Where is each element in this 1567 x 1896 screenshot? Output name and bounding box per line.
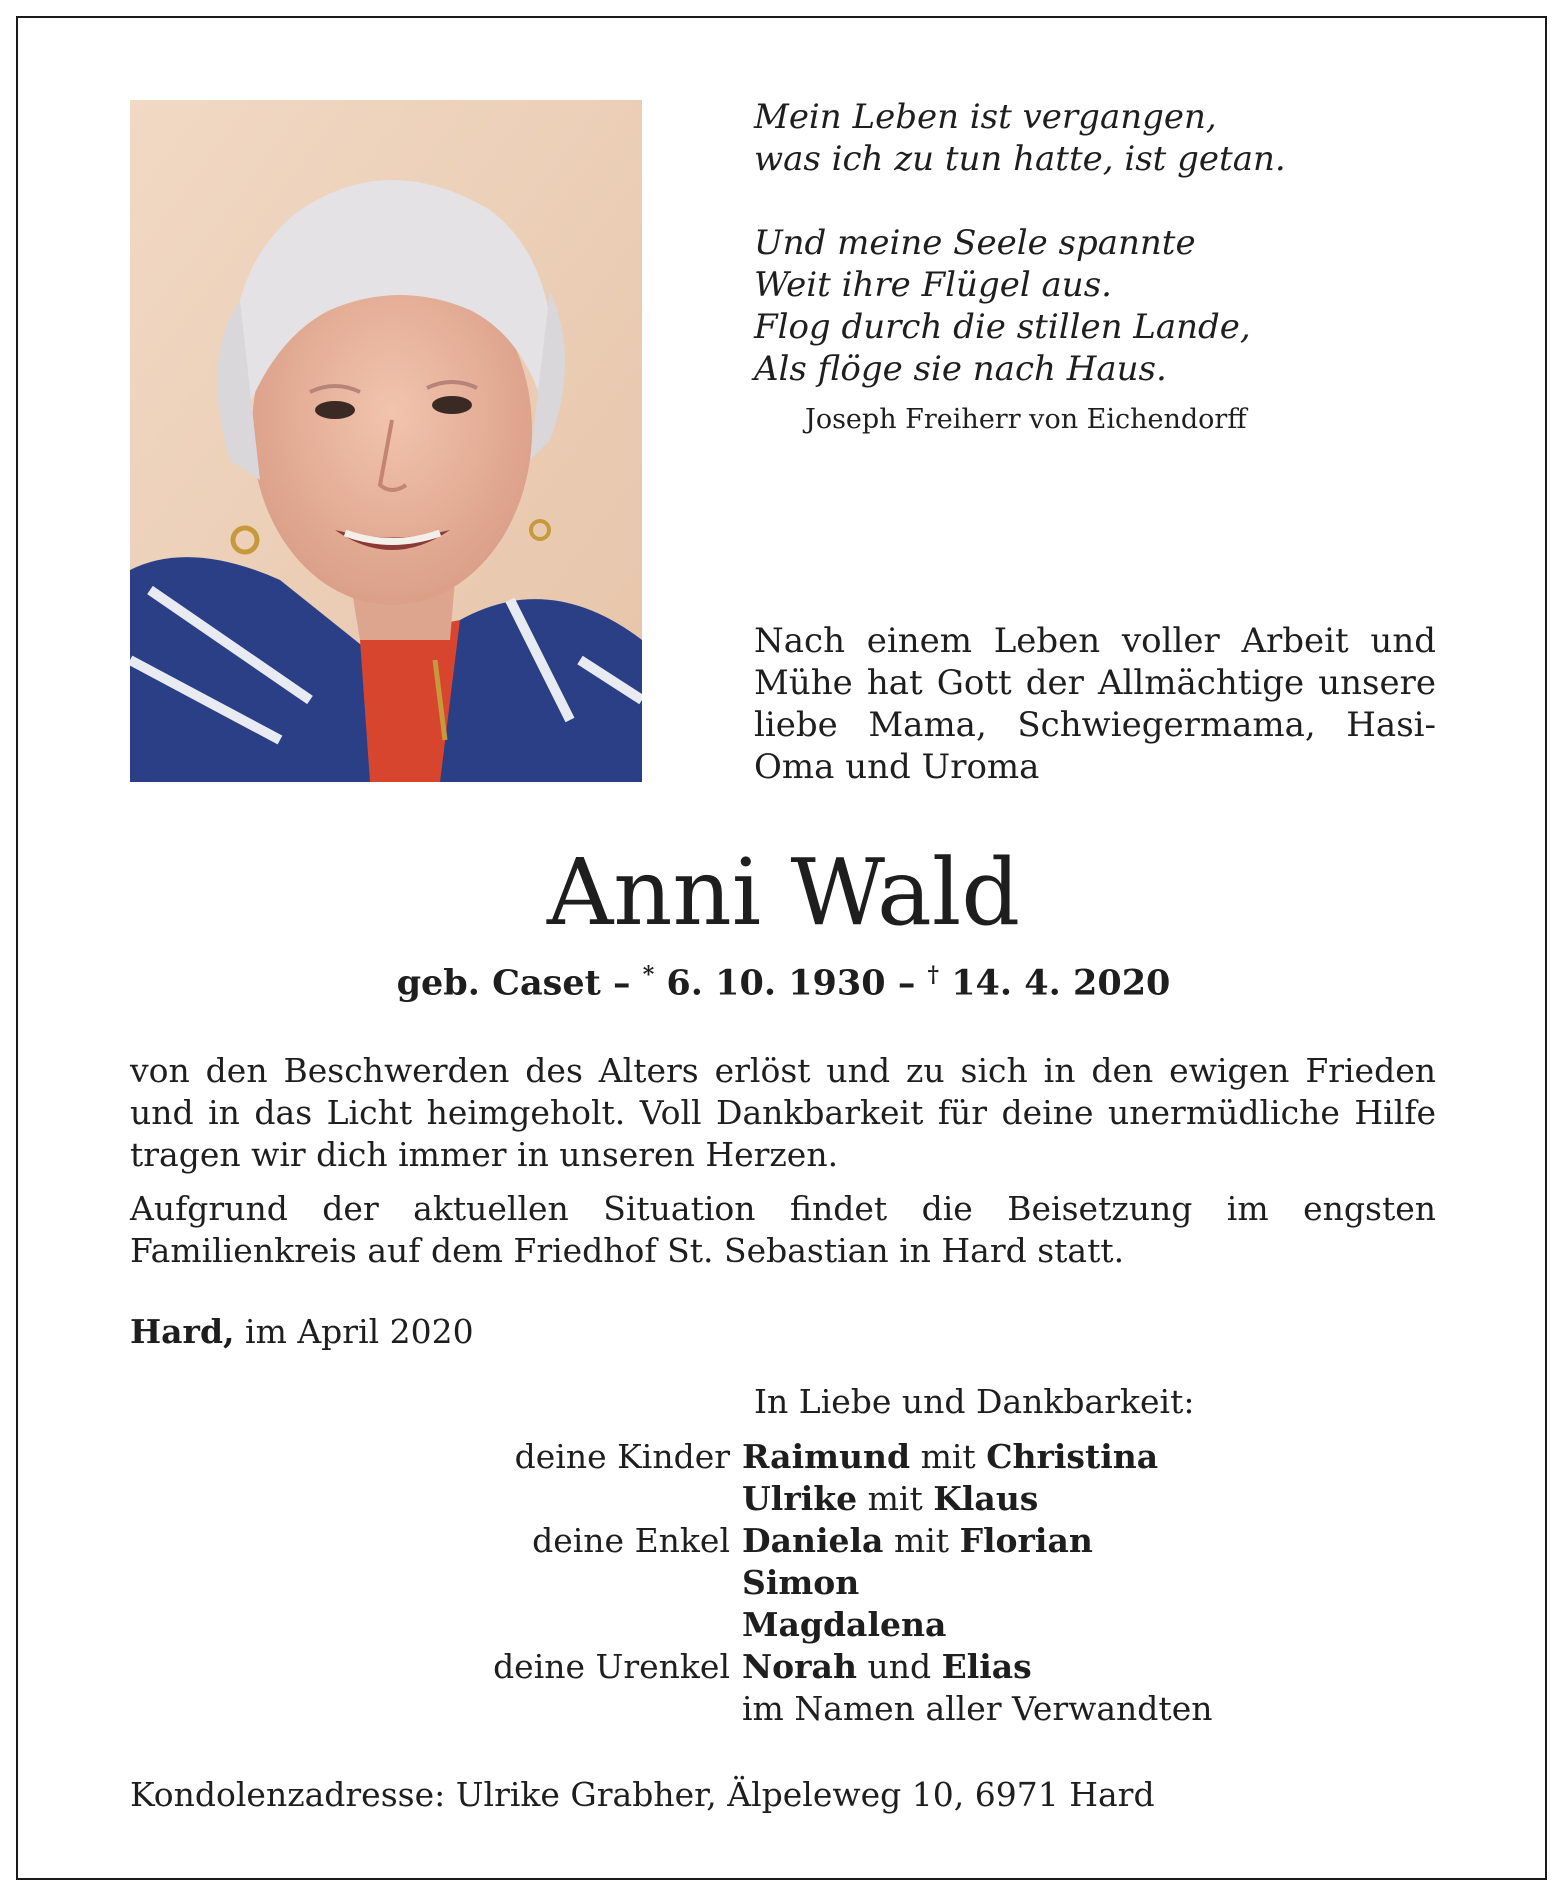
condolence-address: Kondolenzadresse: Ulrike Grabher, Älpeleweg 10, 6971 Hard: [130, 1775, 1155, 1814]
deceased-name: Anni Wald: [546, 839, 1021, 946]
family-list: [130, 1436, 1436, 1730]
poem-line: Und meine Seele spannte: [754, 223, 1196, 263]
list-item: [130, 1646, 1436, 1688]
relation-label: deine Kinder: [514, 1437, 730, 1476]
death-date: 14. 4. 2020: [951, 962, 1171, 1004]
place-month: im April 2020: [245, 1312, 474, 1351]
list-item: [130, 1436, 1436, 1478]
family-name: Magdalena: [742, 1605, 947, 1644]
family-name: Raimund: [742, 1437, 911, 1476]
poem-stanza-2: [754, 222, 1474, 390]
thanks-line: In Liebe und Dankbarkeit:: [754, 1382, 1195, 1421]
family-name: Norah: [742, 1647, 857, 1686]
poem-stanza-1: [754, 96, 1474, 180]
family-name: Elias: [941, 1647, 1032, 1686]
poem-line: was ich zu tun hatte, ist getan.: [754, 139, 1286, 179]
family-name: Simon: [742, 1563, 860, 1602]
poem-line: Flog durch die stillen Lande,: [754, 307, 1251, 347]
poem-line: Weit ihre Flügel aus.: [754, 265, 1112, 305]
closing-line: im Namen aller Verwandten: [742, 1689, 1213, 1728]
poem-author: Joseph Freiherr von Eichendorff: [805, 404, 1247, 435]
poem-line: Mein Leben ist vergangen,: [754, 97, 1217, 137]
life-dates: [0, 962, 1567, 1004]
relation-label: deine Urenkel: [493, 1647, 730, 1686]
connector: mit: [867, 1479, 923, 1518]
connector: und: [867, 1647, 932, 1686]
place-town: Hard,: [130, 1312, 235, 1351]
list-item: [130, 1604, 1436, 1646]
family-name: Christina: [986, 1437, 1159, 1476]
poem-line: Als flöge sie nach Haus.: [754, 349, 1167, 389]
intro-text: Nach einem Leben voller Arbeit und Mühe hat Gott der Allmächtige unsere liebe Mama, Schwiegermama, Hasi-Oma und Uroma: [754, 621, 1436, 787]
body-paragraph-1: von den Beschwerden des Alters erlöst und zu sich in den ewigen Frieden und in das Licht heimgeholt. Voll Dankbarkeit für deine unermüdliche Hilfe tragen wir dich immer in unseren Herzen.: [130, 1051, 1436, 1174]
connector: mit: [920, 1437, 976, 1476]
family-name: Klaus: [933, 1479, 1039, 1518]
death-symbol: †: [927, 962, 940, 988]
list-item: [130, 1688, 1436, 1730]
separator-dash: –: [613, 962, 631, 1004]
family-name: Daniela: [742, 1521, 884, 1560]
place-date: [130, 1312, 474, 1351]
connector: mit: [893, 1521, 950, 1560]
birth-symbol: *: [642, 962, 655, 988]
family-name: Ulrike: [742, 1479, 858, 1518]
list-item: [130, 1478, 1436, 1520]
portrait-photo: [130, 100, 642, 782]
birth-name: geb. Caset: [396, 962, 601, 1004]
relation-label: deine Enkel: [532, 1521, 730, 1560]
body-paragraph-2: Aufgrund der aktuellen Situation findet die Beisetzung im engsten Familienkreis auf dem Friedhof St. Sebastian in Hard statt.: [130, 1189, 1436, 1270]
poem: [754, 96, 1474, 432]
birth-date: 6. 10. 1930: [666, 962, 886, 1004]
separator-dash: –: [897, 962, 916, 1004]
list-item: [130, 1562, 1436, 1604]
family-name: Florian: [959, 1521, 1093, 1560]
list-item: [130, 1520, 1436, 1562]
